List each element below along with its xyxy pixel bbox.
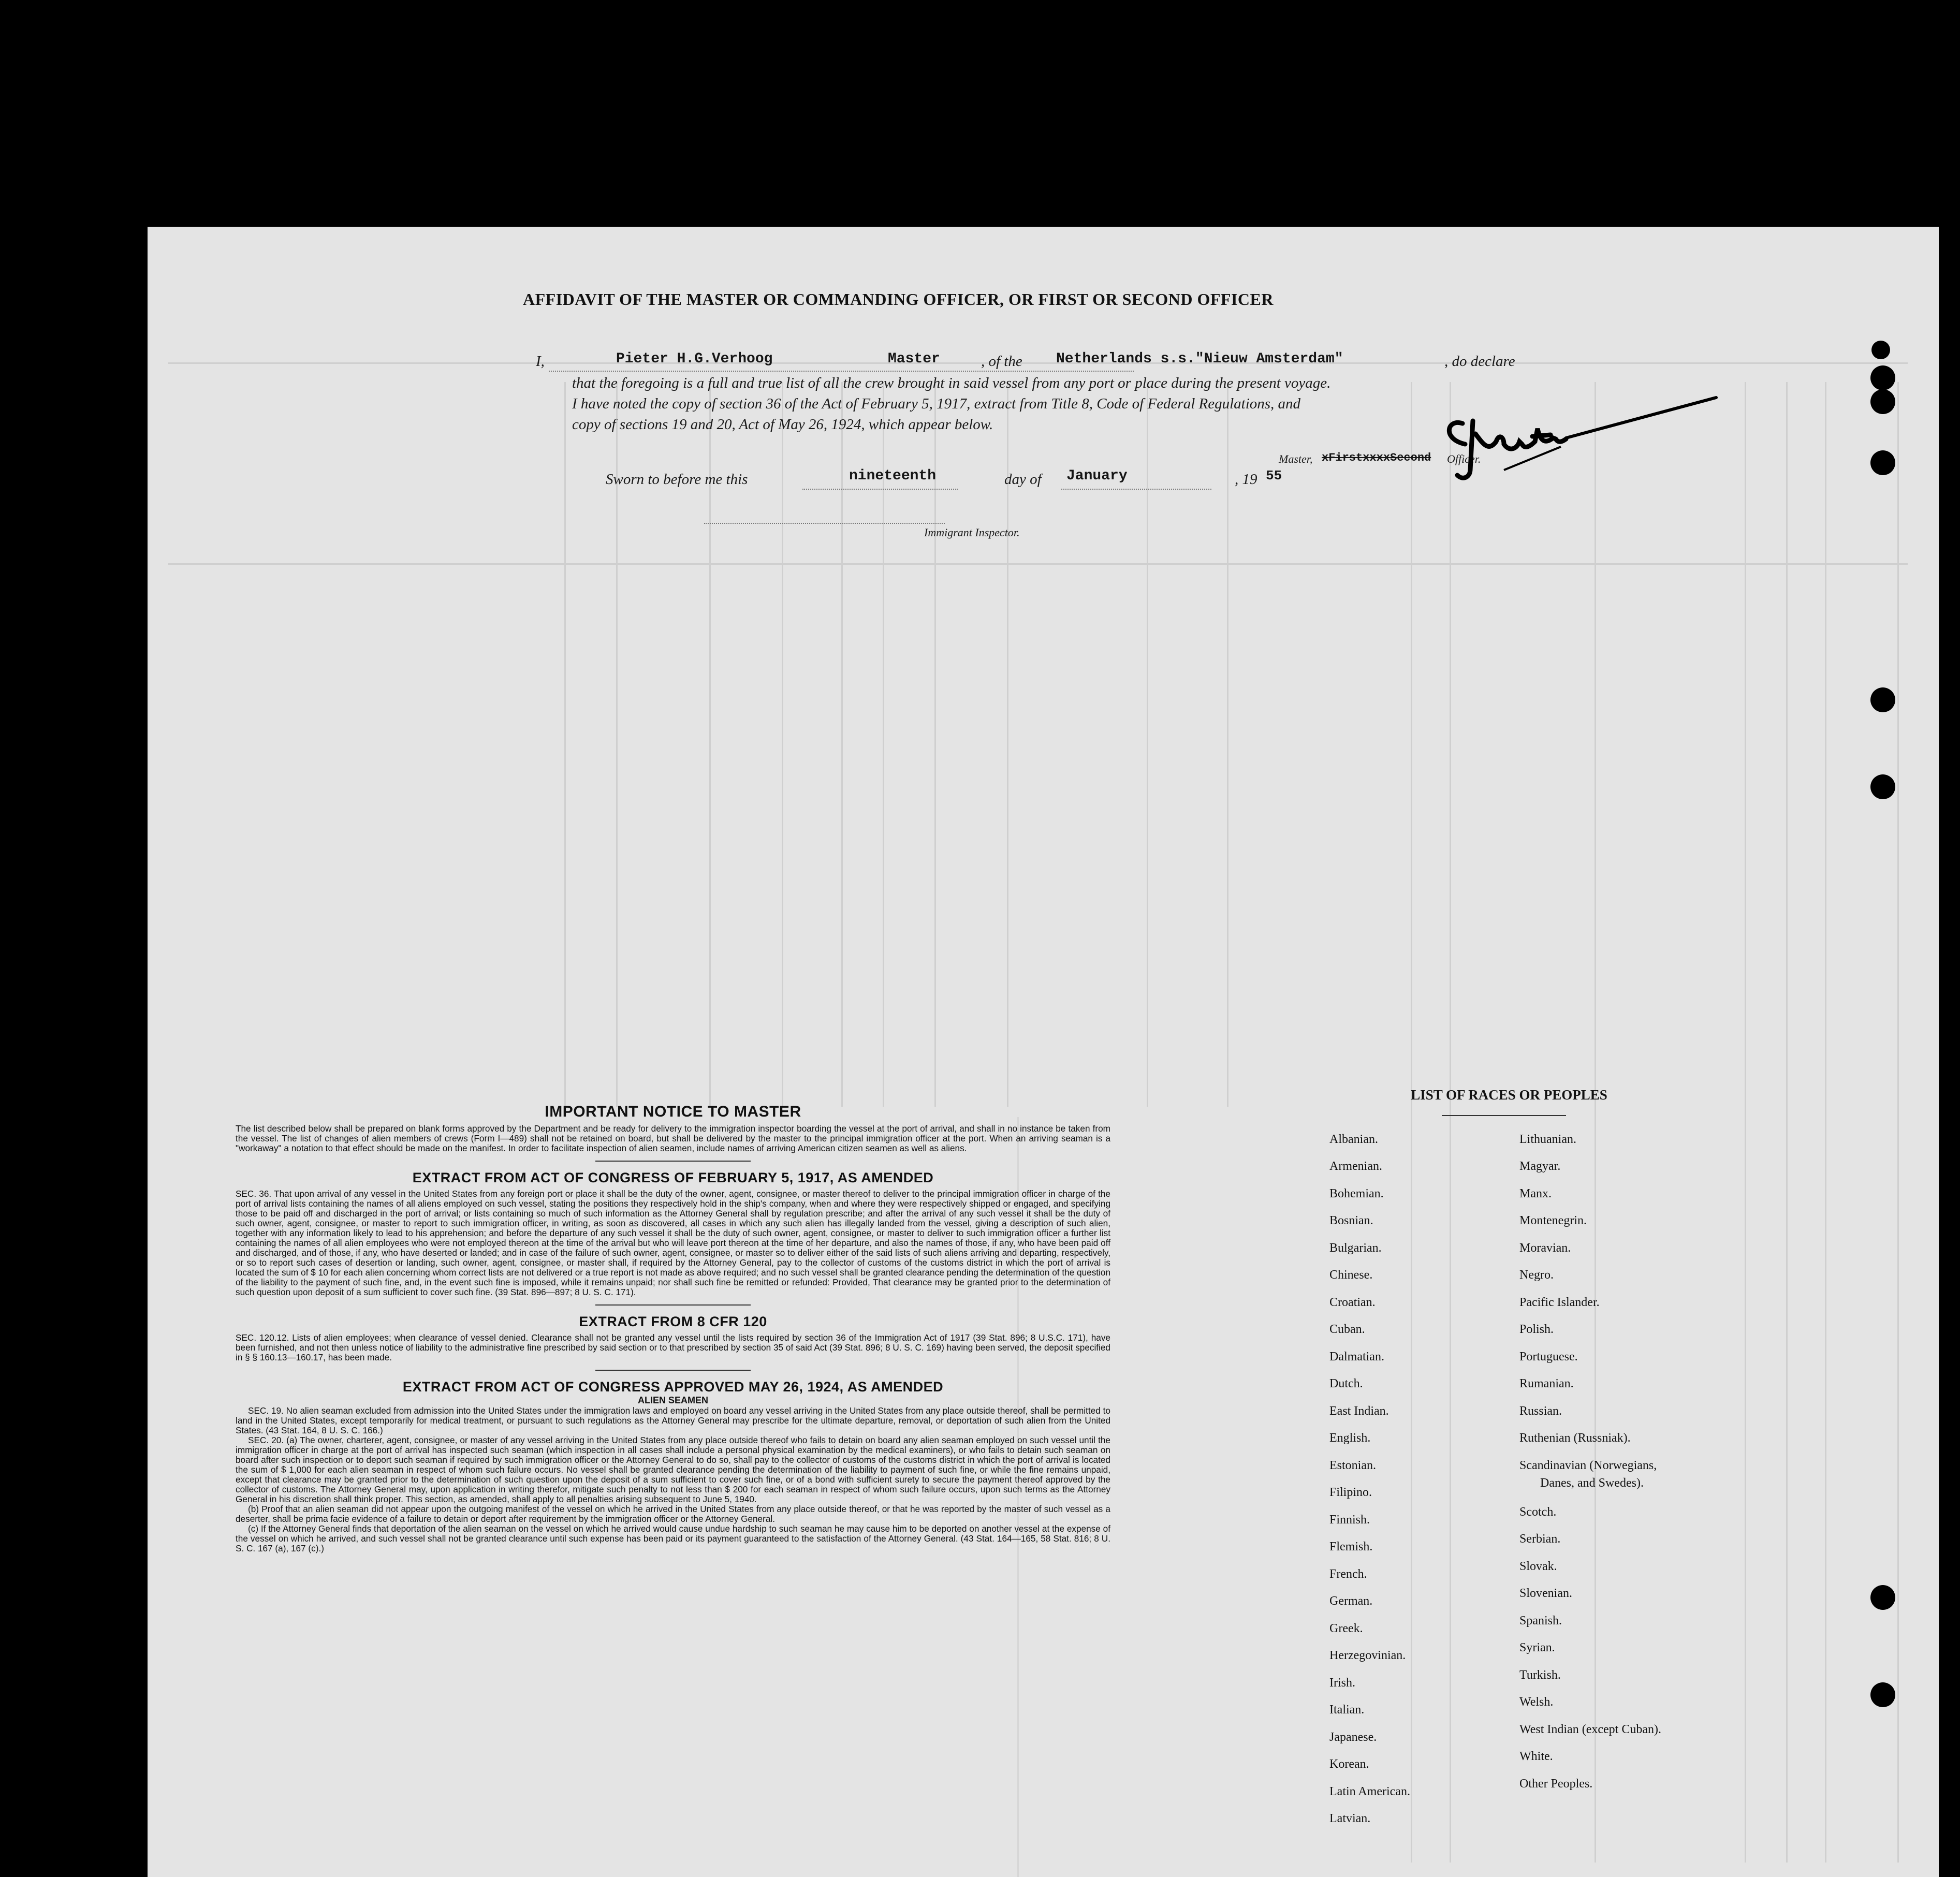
bleed-line — [709, 382, 711, 1107]
bleed-line — [1147, 382, 1148, 1107]
affidavit-line-3: I have noted the copy of section 36 of the Act of February 5, 1917, extract from Title 8, Code of Federal Regulations, and — [572, 395, 1301, 412]
divider — [595, 1161, 751, 1162]
race-item: Turkish. — [1519, 1668, 1561, 1682]
manifest-sheet — [148, 227, 1939, 1877]
race-item: Italian. — [1329, 1703, 1365, 1717]
race-item: Scandinavian (Norwegians, — [1519, 1459, 1657, 1472]
race-item: Syrian. — [1519, 1641, 1555, 1654]
punch-hole — [1870, 1585, 1895, 1610]
affidavit-line-2: that the foregoing is a full and true list of all the crew brought in said vessel from any port or place during the present voyage. — [572, 375, 1331, 391]
race-item: Montenegrin. — [1519, 1214, 1587, 1227]
race-item: Slovak. — [1519, 1560, 1557, 1573]
race-item: Armenian. — [1329, 1160, 1382, 1173]
race-item: West Indian (except Cuban). — [1519, 1723, 1661, 1736]
affidavit-title: AFFIDAVIT OF THE MASTER OR COMMANDING OFFICER, OR FIRST OR SECOND OFFICER — [523, 290, 1274, 309]
bleed-line — [841, 382, 843, 1107]
alien-seamen-subtitle: ALIEN SEAMEN — [637, 1395, 708, 1405]
race-item: French. — [1329, 1567, 1367, 1581]
declarant-name: Pieter H.G.Verhoog — [616, 351, 773, 367]
punch-hole — [1871, 341, 1890, 359]
year-prefix: , 19 — [1235, 471, 1257, 488]
bleed-line — [168, 563, 1908, 565]
divider — [595, 1304, 751, 1306]
race-item: Bulgarian. — [1329, 1241, 1382, 1255]
declarant-rank: Master — [888, 351, 940, 367]
notice-title: IMPORTANT NOTICE TO MASTER — [545, 1103, 801, 1120]
race-item: Japanese. — [1329, 1731, 1377, 1744]
extract-1924-sec20c: (c) If the Attorney General finds that deportation of the alien seaman on the vessel on which he arrived would cause undue hardship to such seaman he may cause him to be deported on another vessel at the expense of the vessel on which he arrived, and such vessel shall not be granted clearance until such expense has been paid or its payment guaranteed to the satisfaction of the Attorney General. (43 Stat. 164—165, 58 Stat. 816; 8 U. S. C. 167 (a), 167 (c).) — [236, 1523, 1110, 1553]
extract-cfr-body: SEC. 120.12. Lists of alien employees; when clearance of vessel denied. Clearance shall not be granted any vessel until the lists required by section 36 of the Immigration Act of 1917 (39 Stat. 896; 8 U.S.C. 171), have been furnished, and not then unless notice of liability to the administrative fine prescribed by said section or to that prescribed by section 35 of said Act (39 Stat. 896; 8 U. S. C. 169) having been served, the deposit specified in § § 160.13—160.17, has been made. — [236, 1332, 1110, 1362]
bleed-line — [782, 382, 783, 1107]
race-item: Dalmatian. — [1329, 1350, 1384, 1363]
race-item: English. — [1329, 1431, 1371, 1445]
bleed-line — [564, 382, 566, 1107]
race-item: Estonian. — [1329, 1459, 1376, 1472]
do-declare-label: , do declare — [1444, 353, 1515, 370]
race-item: Scotch. — [1519, 1505, 1557, 1519]
race-item: Spanish. — [1519, 1614, 1562, 1627]
vessel-name: Netherlands s.s."Nieuw Amsterdam" — [1056, 351, 1343, 367]
bleed-line — [1227, 382, 1228, 1107]
bleed-line — [1897, 382, 1899, 1863]
race-item: Finnish. — [1329, 1513, 1370, 1527]
race-item: Bohemian. — [1329, 1187, 1384, 1200]
race-item: Danes, and Swedes). — [1540, 1476, 1644, 1490]
race-item: Manx. — [1519, 1187, 1552, 1200]
extract-cfr-title: EXTRACT FROM 8 CFR 120 — [579, 1314, 767, 1329]
officer-suffix: Officer. — [1447, 452, 1481, 465]
race-item: Cuban. — [1329, 1323, 1365, 1336]
race-item: East Indian. — [1329, 1404, 1389, 1418]
race-item: Rumanian. — [1519, 1377, 1574, 1390]
sworn-year: 55 — [1266, 468, 1282, 483]
race-item: Russian. — [1519, 1404, 1562, 1418]
extract-1924-sec19: SEC. 19. No alien seaman excluded from admission into the United States under the immigration laws and employed on board any vessel arriving in the United States from any place outside thereof, shall be permitted to land in the United States, except temporarily for medical treatment, or pursuant to such regulations as the Attorney General may prescribe for the ultimate departure, removal, or deportation of such alien from the United States. (43 Stat. 164, 8 U. S. C. 166.) — [236, 1405, 1110, 1435]
race-item: German. — [1329, 1594, 1373, 1608]
race-item: Portuguese. — [1519, 1350, 1578, 1363]
affidavit-line-4: copy of sections 19 and 20, Act of May 26, 1924, which appear below. — [572, 416, 993, 433]
extract-1924-title: EXTRACT FROM ACT OF CONGRESS APPROVED MAY 26, 1924, AS AMENDED — [402, 1379, 944, 1395]
punch-hole — [1870, 450, 1895, 475]
divider — [595, 1370, 751, 1371]
bleed-line — [1007, 382, 1008, 1107]
punch-hole — [1870, 774, 1895, 799]
bleed-line — [616, 382, 618, 1107]
inspector-label: Immigrant Inspector. — [924, 526, 1020, 539]
sworn-label: Sworn to before me this — [606, 471, 748, 488]
bleed-line — [1595, 382, 1596, 1863]
race-item: Chinese. — [1329, 1268, 1373, 1282]
race-item: Irish. — [1329, 1676, 1355, 1690]
day-of-label: day of — [1004, 471, 1042, 488]
race-item: Korean. — [1329, 1757, 1369, 1771]
bleed-line — [883, 382, 884, 1107]
punch-hole — [1870, 389, 1895, 414]
race-item: Filipino. — [1329, 1486, 1372, 1499]
extract-1917-body: SEC. 36. That upon arrival of any vessel in the United States from any foreign port or place it shall be the duty of the owner, agent, consignee, or master thereof to deliver to the principal immigration officer in charge of the port of arrival lists containing the names of all aliens employed on such vessel, stating the positions they respectively hold in the ship's company, when and where they were respectively shipped or engaged, and specifying those to be paid off and discharged in the port of arrival; or lists containing so much of such information as the Attorney General shall by regulation prescribe; and after the arrival of any such vessel it shall be the duty of such owner, agent, consignee, or master to report to such immigration officer, in writing, as soon as discovered, all cases in which any such alien has illegally landed from the vessel, giving a description of such alien, together with any information likely to lead to his apprehension; and before the departure of any such vessel it shall be the duty of such owner, agent, consignee, or master to deliver to such immigration officer a further list containing the names of all alien employees who were not employed thereon at the time of the arrival but who will leave port thereon at the time of her departure, and also the names of those, if any, who have been paid off and discharged, and of those, if any, who have deserted or landed; and in case of the failure of such owner, agent, consignee, or master so to deliver either of the said lists of such aliens arriving and departing, respectively, or so to report such cases of desertion or landing, such owner, agent, consignee, or master shall, if required by the Attorney General, pay to the collector of customs of the customs district in which the port of arrival is located the sum of $ 10 for each alien concerning whom correct lists are not delivered or a true report is not made as above required; and no such vessel shall be granted clearance pending the determination of the question of the liability to the payment of such fine, and, in the event such fine is imposed, while it remains unpaid; nor shall such fine be remitted or refunded: Provided, That clearance may be granted prior to the determination of such question upon deposit of a sum sufficient to cover such fine. (39 Stat. 896—897; 8 U. S. C. 171). — [236, 1189, 1110, 1297]
races-divider — [1442, 1115, 1566, 1116]
bleed-line — [1745, 382, 1746, 1863]
officer-struck: xFirstxxxxSecond — [1322, 451, 1431, 464]
race-item: Greek. — [1329, 1622, 1363, 1635]
race-item: Ruthenian (Russniak). — [1519, 1431, 1631, 1445]
race-item: Latin American. — [1329, 1785, 1410, 1798]
race-item: Bosnian. — [1329, 1214, 1373, 1227]
bleed-line — [1411, 382, 1412, 1863]
race-item: Flemish. — [1329, 1540, 1373, 1553]
sworn-day: nineteenth — [849, 468, 937, 484]
bleed-line — [934, 382, 936, 1107]
punch-hole — [1870, 1682, 1895, 1707]
race-item: Other Peoples. — [1519, 1777, 1593, 1791]
race-item: Lithuanian. — [1519, 1133, 1576, 1146]
race-item: Moravian. — [1519, 1241, 1571, 1255]
sworn-month: January — [1066, 468, 1128, 484]
race-item: White. — [1519, 1750, 1553, 1763]
inspector-underline — [704, 523, 945, 524]
bleed-line — [1786, 382, 1788, 1863]
extract-1924-sec20b: (b) Proof that an alien seaman did not appear upon the outgoing manifest of the vessel on which he arrived in the United States from any place outside thereof, or that he was reported by the master of such vessel as a deserter, shall be prima facie evidence of a failure to detain or deport after requirement by the immigration officer or the Attorney General. — [236, 1504, 1110, 1524]
race-item: Herzegovinian. — [1329, 1649, 1406, 1662]
race-item: Albanian. — [1329, 1133, 1378, 1146]
bleed-line — [1450, 382, 1451, 1863]
notice-body: The list described below shall be prepared on blank forms approved by the Department and be ready for delivery to the immigration inspector boarding the vessel at the port of arrival, and shall in no instance be taken from the vessel. The list of changes of alien members of crews (Form I—489) shall not be retained on board, but shall be delivered by the master to the principal immigration officer at the port. When an arriving seaman is a "workaway" a notation to that effect should be made on the manifest. In order to facilitate inspection of alien seamen, include names of arriving American citizen seamen as well as aliens. — [236, 1123, 1110, 1153]
punch-hole — [1870, 687, 1895, 712]
race-item: Dutch. — [1329, 1377, 1363, 1390]
master-signature — [1426, 392, 1789, 496]
extract-1917-title: EXTRACT FROM ACT OF CONGRESS OF FEBRUARY 5, 1917, AS AMENDED — [412, 1170, 934, 1185]
race-item: Slovenian. — [1519, 1587, 1572, 1600]
race-item: Pacific Islander. — [1519, 1296, 1600, 1309]
race-item: Serbian. — [1519, 1532, 1561, 1546]
race-item: Magyar. — [1519, 1160, 1561, 1173]
punch-hole — [1870, 365, 1895, 390]
extract-1924-sec20a: SEC. 20. (a) The owner, charterer, agent, consignee, or master of any vessel arriving in the United States from any place outside thereof who fails to detain on board any alien seaman employed on such vessel until the immigration officer in charge at the port of arrival has inspected such seaman (which inspection in all cases shall include a personal physical examination by the medical examiners), or who fails to detain such seaman on board after such inspection or to deport such seaman if required by such immigration officer or the Attorney General to do so, shall pay to the collector of customs of the customs district in which the port of arrival is located the sum of $ 1,000 for each alien seaman in respect of whom such failure occurs. No vessel shall be granted clearance pending the determination of the liability to payment of such fine, or while the fine remains unpaid, except that clearance may be granted prior to the determination of such question upon the deposit of a sum sufficient to cover such fine, or of a bond with sufficient surety to secure the payment thereof approved by the collector of customs. The Attorney General may, upon application in writing therefor, mitigate such penalty to not less than $ 200 for each seaman in respect of whom such failure occurs, upon such terms as the Attorney General in his discretion shall think proper. This section, as amended, shall apply to all penalties arising subsequent to June 5, 1940. — [236, 1435, 1110, 1504]
race-item: Welsh. — [1519, 1695, 1554, 1709]
month-underline — [1061, 489, 1211, 490]
race-item: Negro. — [1519, 1268, 1554, 1282]
declarant-label: I, — [536, 353, 545, 370]
race-item: Latvian. — [1329, 1812, 1371, 1825]
races-title: LIST OF RACES OR PEOPLES — [1411, 1087, 1607, 1103]
sworn-day-underline — [802, 489, 958, 490]
bleed-line — [1825, 382, 1826, 1863]
name-underline — [549, 371, 1134, 372]
race-item: Croatian. — [1329, 1296, 1376, 1309]
notice-section — [236, 1103, 1110, 1553]
of-the-label: , of the — [981, 353, 1022, 370]
master-label: Master, — [1279, 452, 1313, 465]
race-item: Polish. — [1519, 1323, 1554, 1336]
bleed-line — [168, 362, 1908, 364]
